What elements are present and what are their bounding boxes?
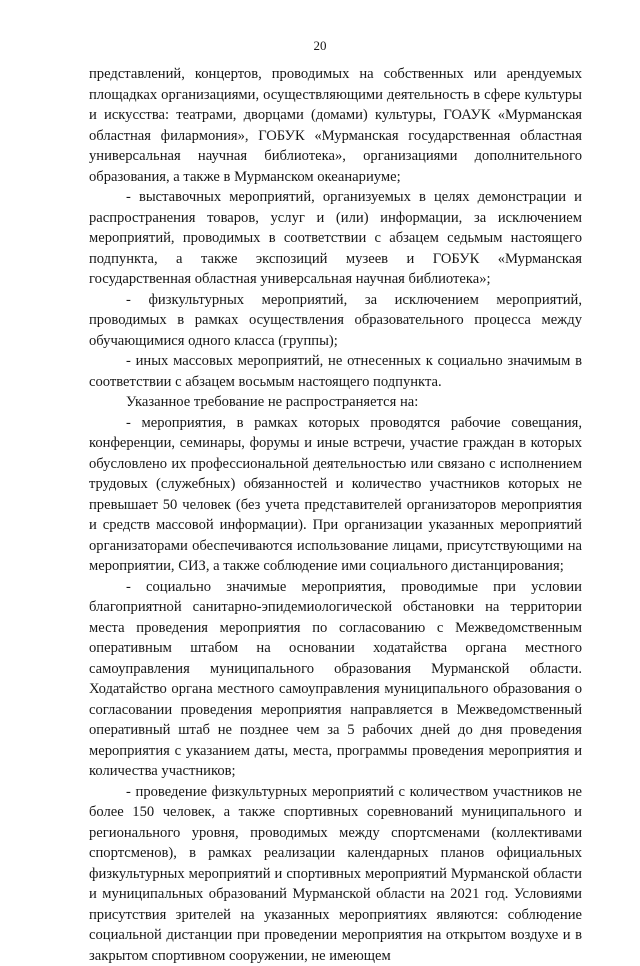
page-number: 20 (0, 38, 640, 54)
paragraph-sports-competitions: - проведение физкультурных мероприятий с количеством участников не более 150 человек, а также спортивных соревнований муниципального и регионального уровня, проводимых между спортсменами (коллективами спортсменов), в рамках реализации календарных планов официальных физкультурных мероприятий и спортивных мероприятий Мурманской области и муниципальных образований Мурманской области на 2021 год. Условиями присутствия зрителей на указанных мероприятиях являются: соблюдение социальной дистанции при проведении мероприятия на открытом воздухе и в закрытом спортивном сооружении, не имеющем (89, 782, 582, 966)
paragraph-sports-events: - физкультурных мероприятий, за исключением мероприятий, проводимых в рамках осуществления образовательного процесса между обучающимися одного класса (группы); (89, 290, 582, 352)
paragraph-continued: представлений, концертов, проводимых на собственных или арендуемых площадках организациями, осуществляющими деятельность в сфере культуры и искусства: театрами, дворцами (домами) культуры, ГОАУК «Мурманская областная филармония», ГОБУК «Мурманская государственная областная универсальная научная библиотека», организациями дополнительного образования, а также в Мурманском океанариуме; (89, 64, 582, 187)
paragraph-other-mass-events: - иных массовых мероприятий, не отнесенных к социально значимым в соответствии с абзацем восьмым настоящего подпункта. (89, 351, 582, 392)
paragraph-working-meetings: - мероприятия, в рамках которых проводятся рабочие совещания, конференции, семинары, форумы и иные встречи, участие граждан в которых обусловлено их профессиональной деятельностью или связано с исполнением трудовых (служебных) обязанностей и количество участников которых не превышает 50 человек (без учета представителей организаторов мероприятия и средств массовой информации). При организации указанных мероприятий организаторами обеспечиваются использование лицами, присутствующими на мероприятии, СИЗ, а также соблюдение ими социального дистанцирования; (89, 413, 582, 577)
document-body (89, 64, 582, 966)
paragraph-exhibition-events: - выставочных мероприятий, организуемых в целях демонстрации и распространения товаров, услуг и (или) информации, за исключением мероприятий, проводимых в соответствии с абзацем седьмым настоящего подпункта, а также экспозиций музеев и ГОБУК «Мурманская государственная областная универсальная научная библиотека»; (89, 187, 582, 290)
paragraph-socially-significant-events: - социально значимые мероприятия, проводимые при условии благоприятной санитарно-эпидемиологической обстановки на территории места проведения мероприятия по согласованию с Межведомственным оперативным штабом на основании ходатайства органа местного самоуправления муниципального образования Мурманской области. Ходатайство органа местного самоуправления муниципального образования о согласовании проведения мероприятия направляется в Межведомственный оперативный штаб не позднее чем за 5 рабочих дней до дня проведения мероприятия с указанием даты, места, программы проведения мероприятия и количества участников; (89, 577, 582, 782)
paragraph-exceptions-intro: Указанное требование не распространяется на: (89, 392, 582, 413)
